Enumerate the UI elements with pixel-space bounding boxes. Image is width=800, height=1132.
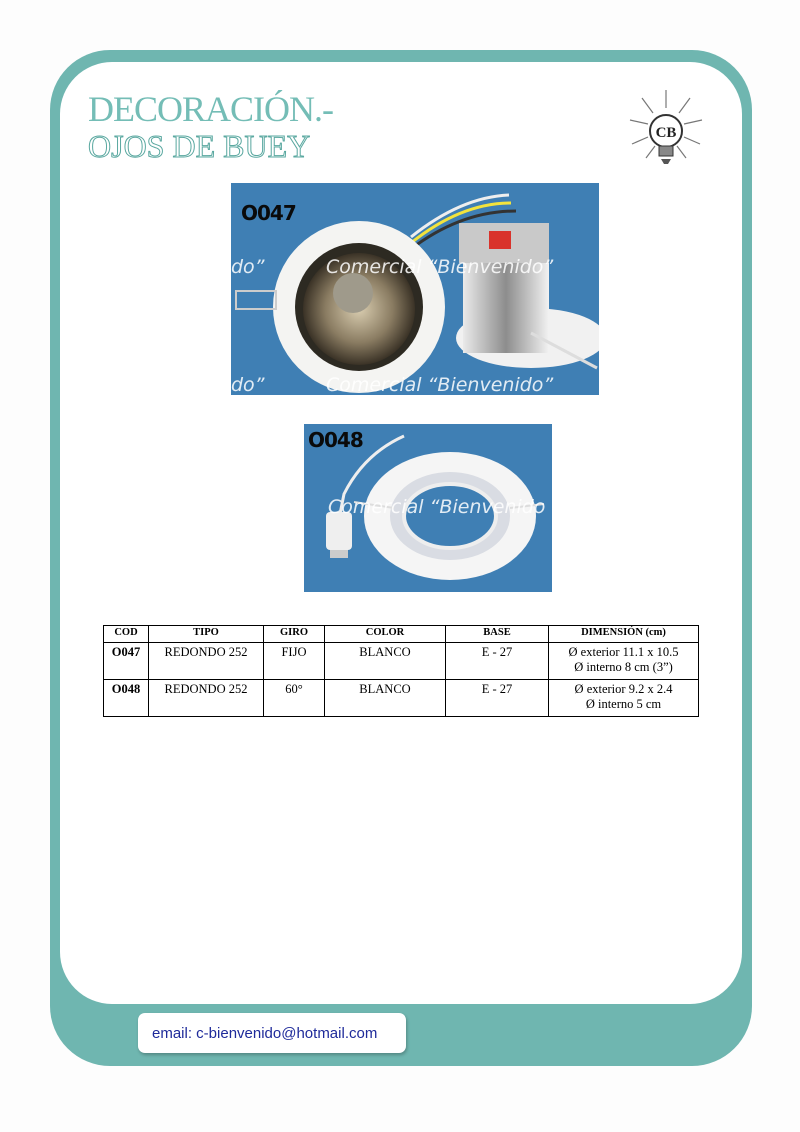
cell-cod: O048 xyxy=(104,680,149,717)
watermark-text: Comercial “Bienvenido xyxy=(328,496,546,518)
dimension-line: Ø exterior 9.2 x 2.4 xyxy=(574,682,673,696)
cell-color: BLANCO xyxy=(325,680,446,717)
dimension-line: Ø interno 8 cm (3”) xyxy=(574,660,673,674)
product-code-label: O047 xyxy=(241,201,296,225)
cell-base: E - 27 xyxy=(446,680,549,717)
email-box xyxy=(138,1013,406,1053)
cell-cod: O047 xyxy=(104,643,149,680)
column-header: GIRO xyxy=(264,626,325,643)
cell-color: BLANCO xyxy=(325,643,446,680)
dimension-line: Ø exterior 11.1 x 10.5 xyxy=(568,645,679,659)
table-row xyxy=(104,680,699,717)
email-link[interactable]: email: c-bienvenido@hotmail.com xyxy=(152,1025,378,1042)
page-title: DECORACIÓN.- xyxy=(88,89,333,129)
dimension-line: Ø interno 5 cm xyxy=(585,697,662,711)
column-header: COD xyxy=(104,626,149,643)
column-header: BASE xyxy=(446,626,549,643)
cell-tipo: REDONDO 252 xyxy=(149,643,264,680)
watermark-text: Comercial “Bienvenido” xyxy=(326,374,554,396)
table-header-row xyxy=(104,626,699,643)
watermark-text: do” xyxy=(231,374,265,396)
product-photo-o047 xyxy=(231,183,599,395)
watermark-text: do” xyxy=(231,256,265,278)
page-subtitle: OJOS DE BUEY xyxy=(88,128,311,164)
cell-dimension xyxy=(549,643,699,680)
lightbulb-logo-icon xyxy=(628,86,704,170)
table-row xyxy=(104,643,699,680)
column-header: COLOR xyxy=(325,626,446,643)
column-header: DIMENSIÓN (cm) xyxy=(549,626,699,643)
watermark-text: Comercial “Bienvenido” xyxy=(326,256,554,278)
cell-dimension xyxy=(549,680,699,717)
column-header: TIPO xyxy=(149,626,264,643)
cell-giro: FIJO xyxy=(264,643,325,680)
svg-text:CB: CB xyxy=(655,125,677,141)
cell-tipo: REDONDO 252 xyxy=(149,680,264,717)
cell-base: E - 27 xyxy=(446,643,549,680)
cell-giro: 60° xyxy=(264,680,325,717)
product-code-label: O048 xyxy=(308,428,363,452)
spec-table xyxy=(103,625,699,717)
